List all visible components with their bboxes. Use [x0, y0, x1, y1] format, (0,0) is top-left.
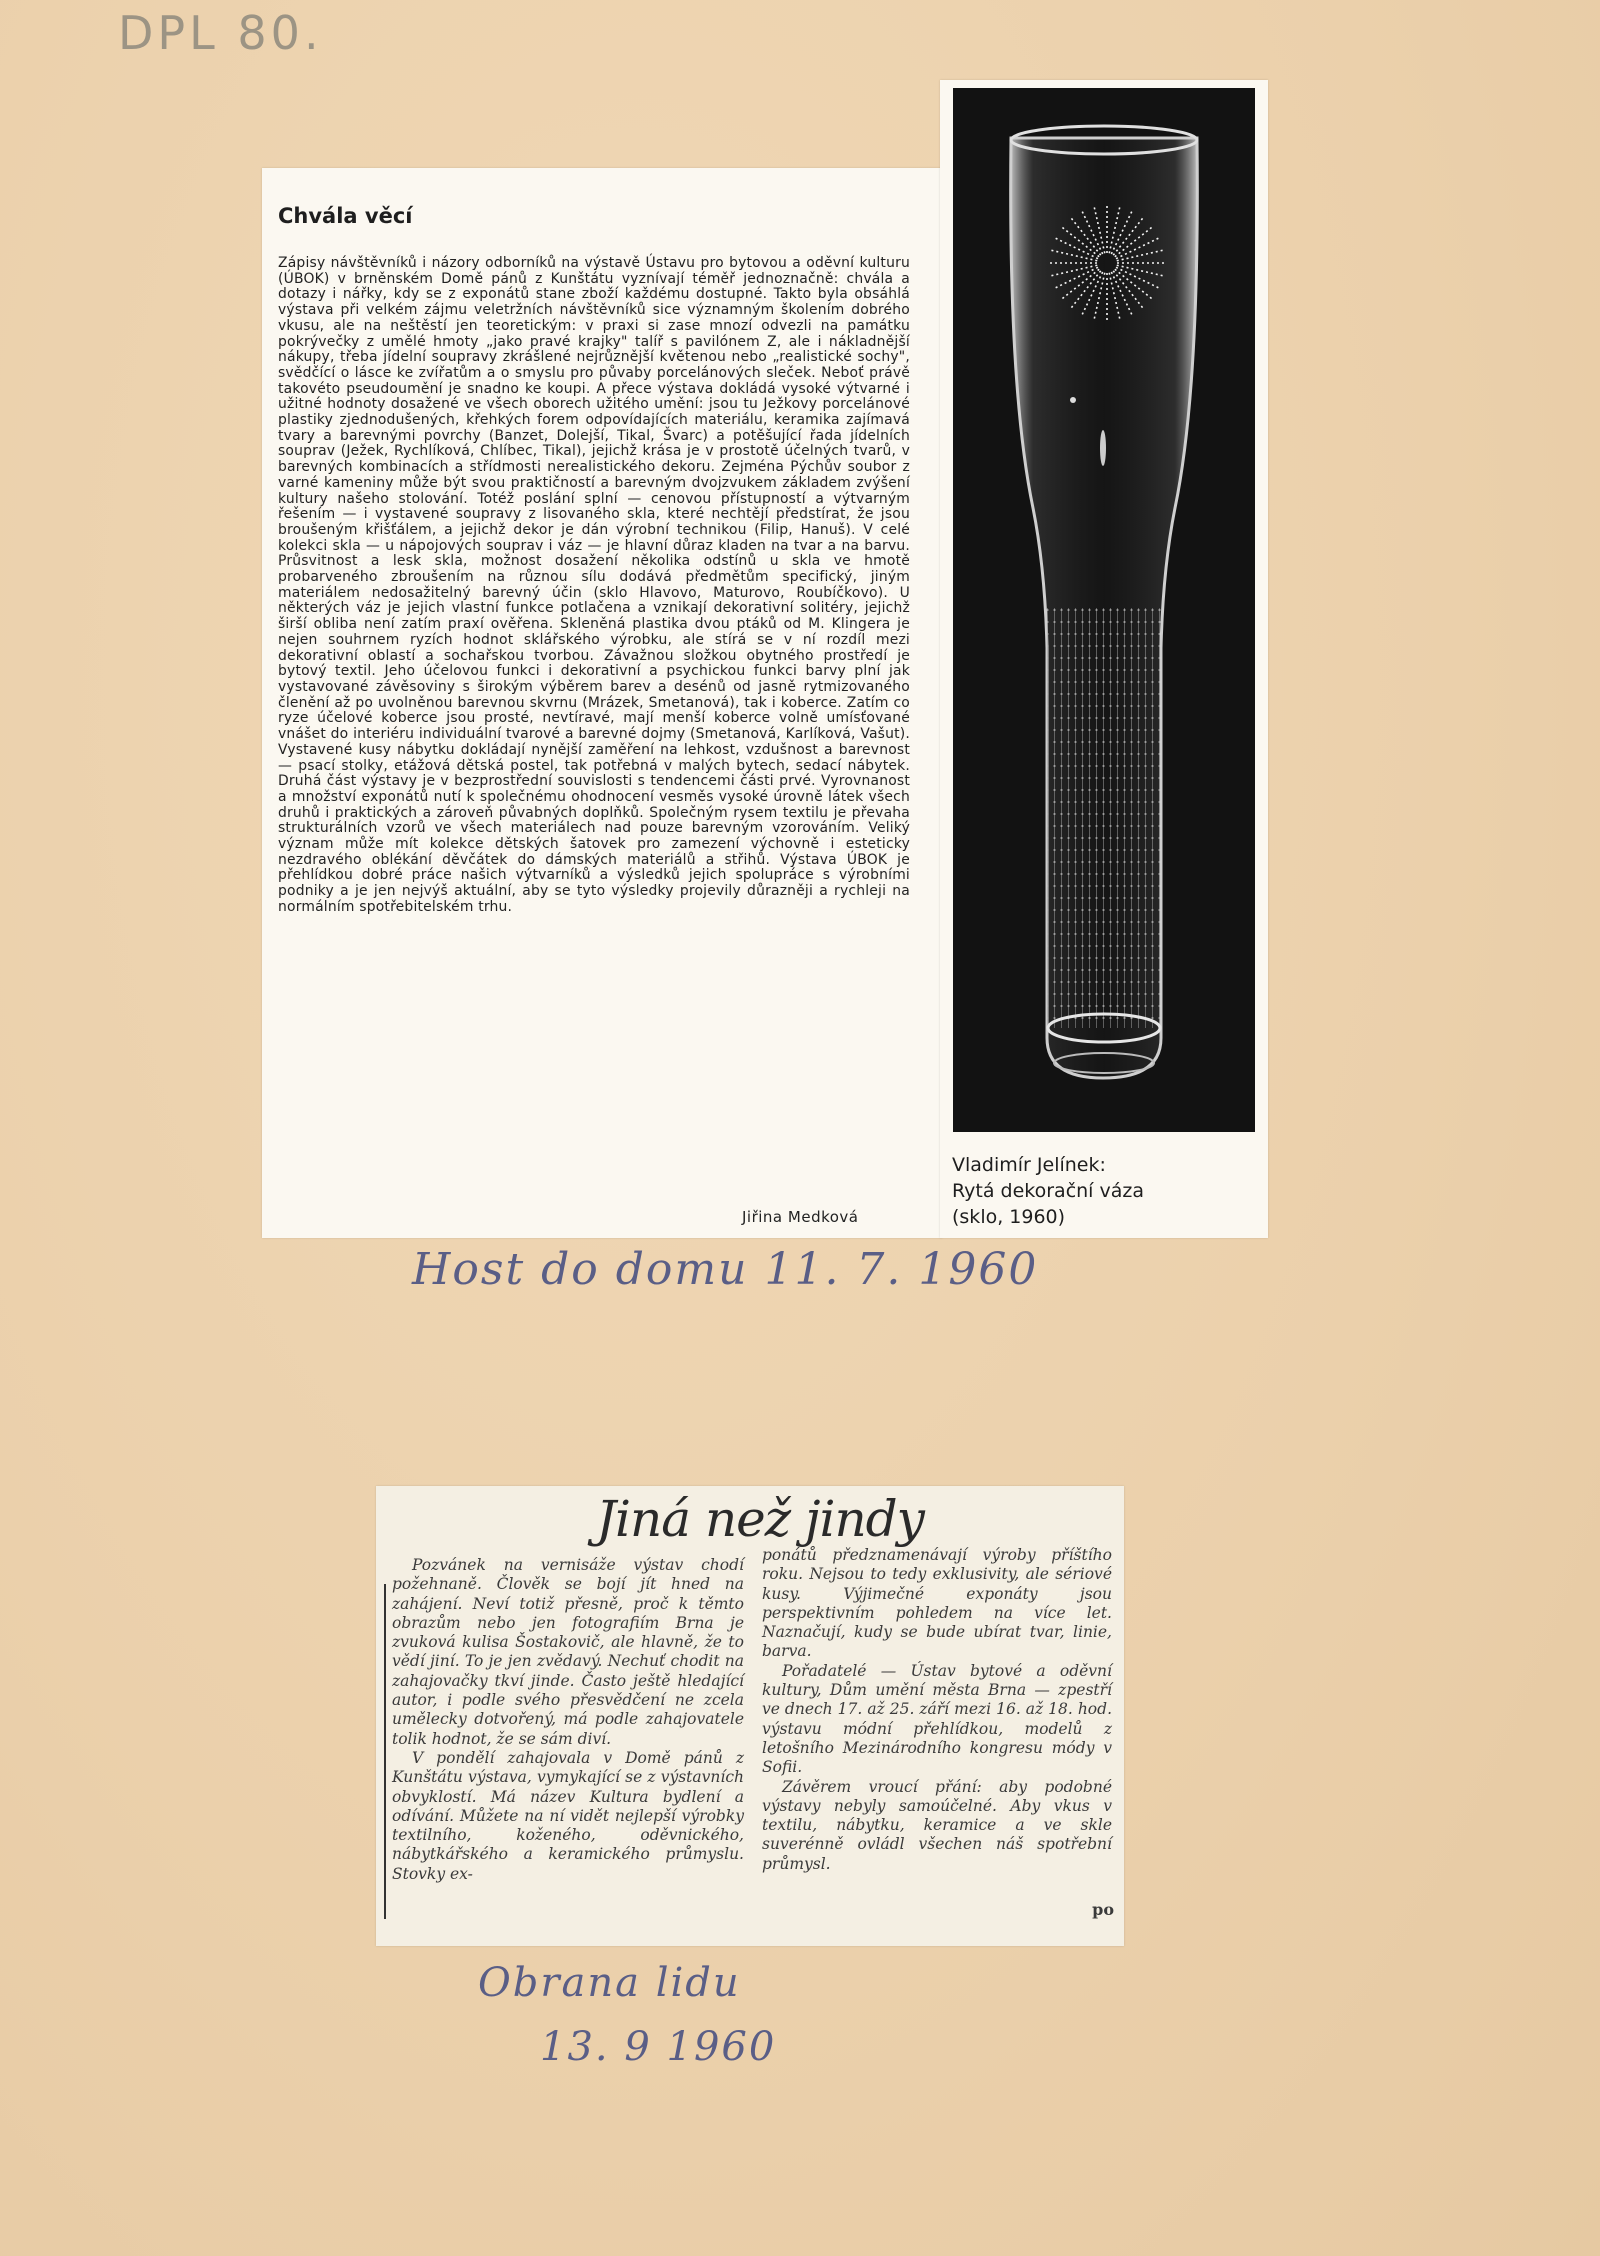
caption-line-3: (sklo, 1960) — [952, 1206, 1066, 1228]
handwritten-source-1: Host do domu 11. 7. 1960 — [412, 1244, 1039, 1295]
paragraph: Pořadatelé — Ústav bytové a oděvní kultury, Dům umění města Brna — zpestří ve dnech 17. až 25. září mezi 16. až 18. hod. výstavu módní přehlídkou, modelů z letošního Mezinárodního kongresu módy v Sofii. — [762, 1661, 1112, 1777]
clipping2-right-column — [762, 1546, 1112, 1874]
newspaper-clipping-2 — [376, 1486, 1124, 1946]
clipping2-title: Jiná než jindy — [596, 1490, 924, 1548]
article-author: Jiřina Medková — [742, 1208, 859, 1226]
paragraph: ponátů předznamenávají výroby příštího roku. Nejsou to tedy exklusivity, ale sériové kusy. Výjimečné exponáty jsou perspektivním pohledem na více let. Naznačují, kudy se bude ubírat tvar, linie, barva. — [762, 1546, 1112, 1661]
handwritten-date-2: 13. 9 1960 — [540, 2024, 777, 2070]
handwritten-source-2: Obrana lidu — [478, 1960, 741, 2006]
vase-photo — [953, 88, 1255, 1132]
paragraph: V pondělí zahajovala v Domě pánů z Kunštátu výstava, vymykající se z výstavních obvyklostí. Má název Kultura bydlení a odívání. Můžete na ní vidět nejlepší výrobky textilního, koženého, oděvnického, nábytkářského a keramického průmyslu. Stovky ex- — [392, 1748, 744, 1883]
archive-mark: DPL 80. — [118, 6, 323, 60]
article-clipping — [262, 168, 942, 1238]
article-title: Chvála věcí — [278, 204, 413, 228]
paragraph: Pozvánek na vernisáže výstav chodí požehnaně. Člověk se bojí jít hned na zahájení. Neví totiž přesně, proč k těmto obrazům nebo jen fotografiím Brna je zvuková kulisa Šostakovič, ale hlavně, že to vědí jiní. To je jen zvědavý. Nechuť chodit na zahajovačky tkví jinde. Často ještě hledající autor, i podle svého přesvědčení ne zcela umělecky dotvořený, má podle zahajovatele tolik hodnot, že se sám diví. — [392, 1556, 744, 1748]
photo-caption — [952, 1152, 1144, 1230]
caption-line-1: Vladimír Jelínek: — [952, 1154, 1106, 1176]
clipping2-left-column — [392, 1556, 744, 1884]
article-body: Zápisy návštěvníků i názory odborníků na výstavě Ústavu pro bytovou a oděvní kulturu (ÚBOK) v brněnském Domě pánů z Kunštátu vyznívají téměř jednoznačně: chvála a dotazy i nářky, kdy se z exponátů stane zboží každému dostupné. Takto byla obsáhlá výstava při velkém zájmu veletržních návštěvníků sice významným školením dobrého vkusu, ale na neštěstí jen teoretickým: v praxi si zase mnozí odvezli na památku pokrývečky z umělé hmoty „jako pravé krajky" talíř s pavilónem Z, ale i nákladnější nákupy, třeba jídelní soupravy zkrášlené nejrůznější květenou nebo „realistické sochy", svědčící o lásce ke zvířatům a o smyslu pro půvaby porcelánových sleček. Neboť právě takovéto pseudoumění je snadno ke koupi. A přece výstava dokládá vysoké výtvarné i užitné hodnoty dosažené ve všech oborech užitého umění: jsou tu Ježkovy porcelánové plastiky zjednodušených, křehkých forem odpovídajících materiálu, keramika zajímavá tvary a barevnými povrchy (Banzet, Dolejší, Tikal, Švarc) a potěšující řada jídelních souprav (Ježek, Rychlíková, Chlíbec, Tikal), jejichž krása je v prostotě účelných tvarů, v barevných kombinacích a střídmosti nerealistického dekoru. Zejména Pýchův soubor z varné kameniny může být svou praktičností a barevným dvojzvukem základem zvýšení kultury našeho stolování. Totéž poslání splní — cenovou přístupností a výtvarným řešením — i vystavené soupravy z lisovaného skla, které nechtějí předstírat, že jsou broušeným křišťálem, a jejichž dekor je dán výrobní technikou (Filip, Hanuš). V celé kolekci skla — u nápojových souprav i váz — je hlavní důraz kladen na tvar a na barvu. Průsvitnost a lesk skla, možnost dosažení několika odstínů u skla ve hmotě probarveného zbroušením na různou sílu dodává předmětům specifický, jiným materiálem nedosažitelný barevný účin (sklo Hlavovo, Maturovo, Roubíčkovo). U některých váz je jejich vlastní funkce potlačena a vznikají dekorativní solitéry, jejichž širší obliba není zatím praxí ověřena. Skleněná plastika dvou ptáků od M. Klingera je nejen souhrnem ryzích hodnot sklářského výrobku, ale stírá se v ní rozdíl mezi dekorativní oblastí a sochařskou tvorbou. Závažnou složkou obytného prostředí je bytový textil. Jeho účelovou funkci i dekorativní a psychickou funkci barvy plní jak vystavované závěsoviny s širokým výběrem barev a desénů od jasně rytmizovaného členění až po uvolněnou barevnou skvrnu (Mrázek, Smetanová), tak i koberce. Zatím co ryze účelové koberce jsou prosté, nevtíravé, mají menší koberce volně umísťované vnášet do interiéru individuální tvarové a barevné dojmy (Smetanová, Karlíková, Vašut). Vystavené kusy nábytku dokládají nynější zaměření na lehkost, vzdušnost a barevnost — psací stolky, etážová dětská postel, tak potřebná v malých bytech, sedací nábytek. Druhá část výstavy je v bezprostřední souvislosti s tendencemi části prvé. Vyrovnanost a množství exponátů nutí k společnému ohodnocení vesměs vysoké úrovně látek všech druhů i praktických a zároveň půvabných doplňků. Společným rysem textilu je převaha strukturálních vzorů ve všech materiálech nad pouze barevným vzorováním. Veliký význam může mít kolekce dětských šatovek pro zamezení výchovně i esteticky nezdravého oblékání děvčátek do dámských materiálů a střihů. Výstava ÚBOK je přehlídkou dobré práce našich výtvarníků a výsledků jejich spolupráce s výrobními podniky a je jen nejvýš aktuální, aby se tyto výsledky projevily důrazněji a rychleji na normálním spotřebitelském trhu. — [278, 255, 910, 915]
vase-illustration — [953, 88, 1255, 1132]
photo-clipping — [940, 80, 1268, 1238]
clipping2-signature: po — [1092, 1900, 1114, 1919]
paragraph: Závěrem vroucí přání: aby podobné výstavy nebyly samoúčelné. Aby vkus v textilu, nábytku, keramice a ve skle suverénně ovládl všechen náš spotřební průmysl. — [762, 1777, 1112, 1873]
caption-line-2: Rytá dekorační váza — [952, 1180, 1145, 1202]
column-rule — [384, 1584, 386, 1919]
